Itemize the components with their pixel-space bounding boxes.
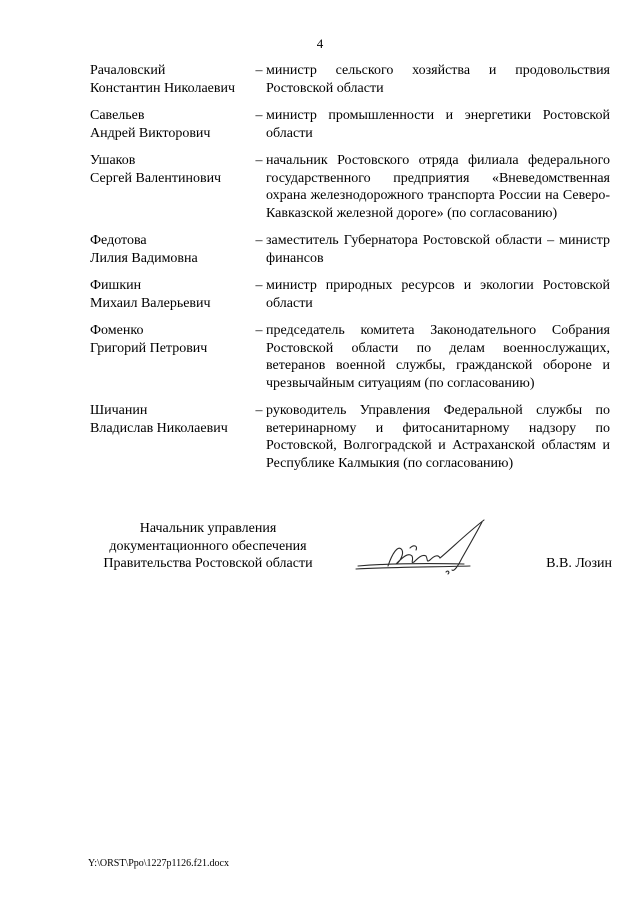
members-list: [90, 62, 610, 482]
signatory-title: [88, 520, 328, 573]
member-given-names: Григорий Петрович: [90, 340, 208, 356]
member-dash: –: [255, 323, 263, 338]
member-dash: –: [255, 63, 263, 78]
signatory-name: В.В. Лозин: [546, 556, 612, 571]
signatory-title-line: документационного обеспечения: [109, 538, 307, 554]
member-entry: [90, 277, 610, 312]
member-name: [90, 322, 252, 357]
signatory-title-line: Начальник управления: [139, 521, 277, 536]
member-dash: –: [255, 403, 263, 418]
signatory-title-line: Правительства Ростовской области: [103, 556, 313, 571]
member-name: [90, 107, 252, 142]
member-given-names: Михаил Валерьевич: [90, 295, 211, 311]
member-role: руководитель Управления Федеральной службы по ветеринарному и фитосанитарному надзору по Ростовской, Волгоградской и Астраханской областям и Республике Калмыкия (по согласованию): [266, 403, 610, 471]
member-role: председатель комитета Законодательного Собрания Ростовской области по делам военнослужащих, ветеранов военной службы, гражданской обороне и чрезвычайным ситуациям (по согласованию): [266, 323, 610, 391]
member-role: заместитель Губернатора Ростовской области – министр финансов: [266, 233, 610, 266]
member-entry: [90, 322, 610, 392]
member-dash: –: [255, 278, 263, 293]
member-surname: Фоменко: [90, 323, 144, 338]
page-number: 4: [316, 36, 324, 51]
member-surname: Шичанин: [90, 403, 148, 418]
handwritten-signature: [352, 514, 502, 578]
member-given-names: Андрей Викторович: [90, 125, 211, 141]
member-role: министр природных ресурсов и экологии Ростовской области: [266, 278, 610, 311]
member-name: [90, 232, 252, 267]
member-dash: –: [255, 233, 263, 248]
signature-block: [88, 520, 612, 580]
member-surname: Рачаловский: [90, 63, 166, 78]
member-given-names: Сергей Валентинович: [90, 170, 222, 186]
member-name: [90, 277, 252, 312]
member-entry: [90, 402, 610, 472]
member-given-names: Константин Николаевич: [90, 80, 236, 96]
member-role: министр сельского хозяйства и продовольствия Ростовской области: [266, 63, 610, 96]
member-dash: –: [255, 153, 263, 168]
member-role: начальник Ростовского отряда филиала федерального государственного предприятия «Вневедомственная охрана железнодорожного транспорта России на Северо-Кавказской железной дороге» (по согласованию): [266, 153, 610, 221]
member-entry: [90, 152, 610, 222]
member-entry: [90, 62, 610, 97]
file-path: Y:\ORST\Ppo\1227p1126.f21.docx: [88, 858, 229, 869]
member-given-names: Лилия Вадимовна: [90, 250, 198, 266]
member-surname: Федотова: [90, 233, 147, 248]
member-given-names: Владислав Николаевич: [90, 420, 228, 436]
member-dash: –: [255, 108, 263, 123]
member-name: [90, 62, 252, 97]
member-entry: [90, 107, 610, 142]
member-entry: [90, 232, 610, 267]
member-surname: Савельев: [90, 108, 145, 123]
member-surname: Ушаков: [90, 153, 136, 168]
member-name: [90, 152, 252, 187]
member-role: министр промышленности и энергетики Ростовской области: [266, 108, 610, 141]
member-name: [90, 402, 252, 437]
member-surname: Фишкин: [90, 278, 142, 293]
